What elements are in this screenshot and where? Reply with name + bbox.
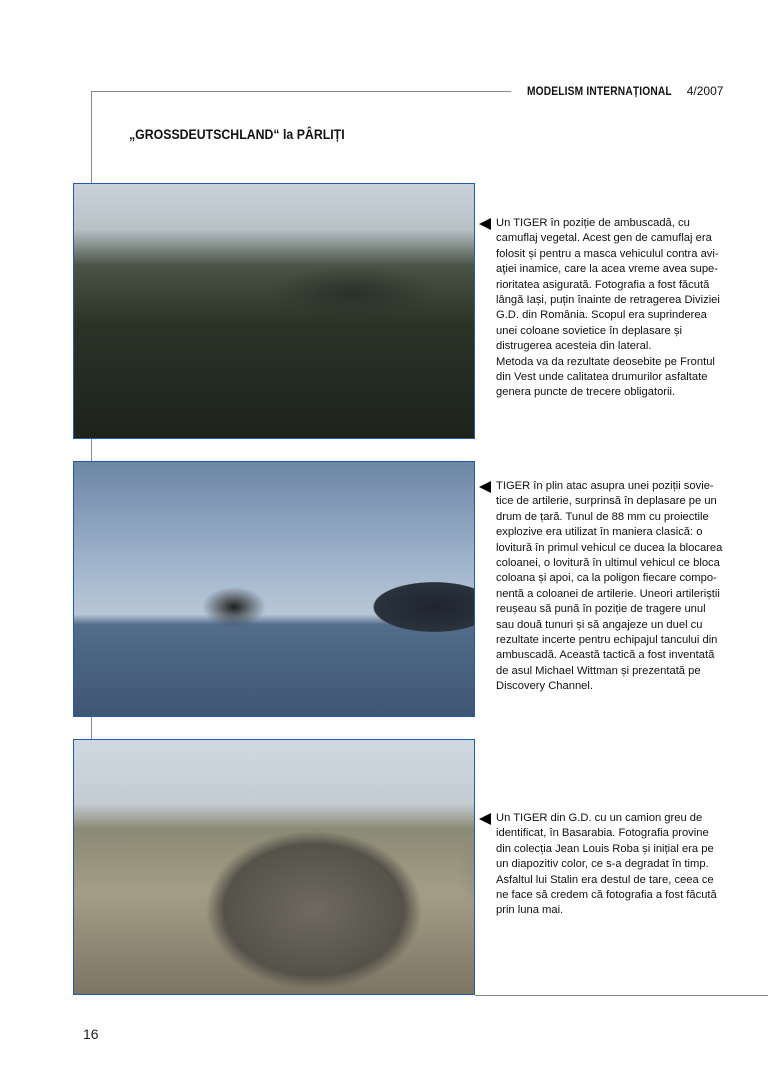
photo-tiger-ambush <box>73 183 475 439</box>
photo-tiger-attack <box>73 461 475 717</box>
photo-tiger-truck <box>73 739 475 995</box>
left-rule-mid1 <box>91 439 92 461</box>
photo-caption: Un TIGER în poziție de ambuscadă, cu camuflaj vegetal. Acest gen de camuflaj era folosit și pentru a masca vehiculul contra avi- aţiei inamice, care la acea vreme avea supe- rioritatea asigurată. Fotografia a fost făcută lângă Iași, puțin înainte de retragerea Diviziei G.D. din România. Scopul era suprinderea unei coloane sovietice în deplasare și distrugerea acesteia din lateral. Metoda va da rezultate deosebite pe Frontul din Vest unde calitatea drumurilor asfaltate genera puncte de trecere obligatorii. <box>496 217 720 399</box>
photo-caption: TIGER în plin atac asupra unei poziții sovie- tice de artilerie, surprinsă în deplasare pe un drum de țară. Tunul de 88 mm cu proiectile explozive era utilizat în maniera clasică: o lovitură în primul vehicul ce ducea la blocarea coloanei, o lovitură în ultimul vehicul ce bloca coloana și apoi, ca la poligon fiecare compo- nentă a coloanei de artilerie. Uneori artileriștii reușeau să pună în poziție de tragere unul sau două tunuri și să angajeze un duel cu rezultate incerte pentru echipajul tancului din ambuscadă. Această tactică a fost inventată de asul Michael Wittman și prezentată pe Discovery Channel. <box>496 480 723 693</box>
caption-pointer-icon <box>479 481 491 493</box>
left-rule-mid2 <box>91 717 92 739</box>
footer-rule <box>475 995 768 996</box>
left-rule-top <box>91 91 92 183</box>
issue-number: 4/2007 <box>686 84 724 98</box>
caption-pointer-icon <box>479 813 491 825</box>
header-rule <box>91 91 511 92</box>
page-number: 16 <box>83 1026 99 1042</box>
caption-pointer-icon <box>479 218 491 230</box>
magazine-name: MODELISM INTERNAȚIONAL <box>527 84 672 98</box>
article-title: „GROSSDEUTSCHLAND“ la PÂRLIȚI <box>129 126 345 142</box>
photo-caption: Un TIGER din G.D. cu un camion greu de identificat, în Basarabia. Fotografia provine din colecția Jean Louis Roba și inițial era pe un diapozitiv color, ce s-a degradat în timp. Asfaltul lui Stalin era destul de tare, ceea ce ne face să credem că fotografia a fost făcută prin luna mai. <box>496 812 717 917</box>
masthead <box>527 84 723 98</box>
